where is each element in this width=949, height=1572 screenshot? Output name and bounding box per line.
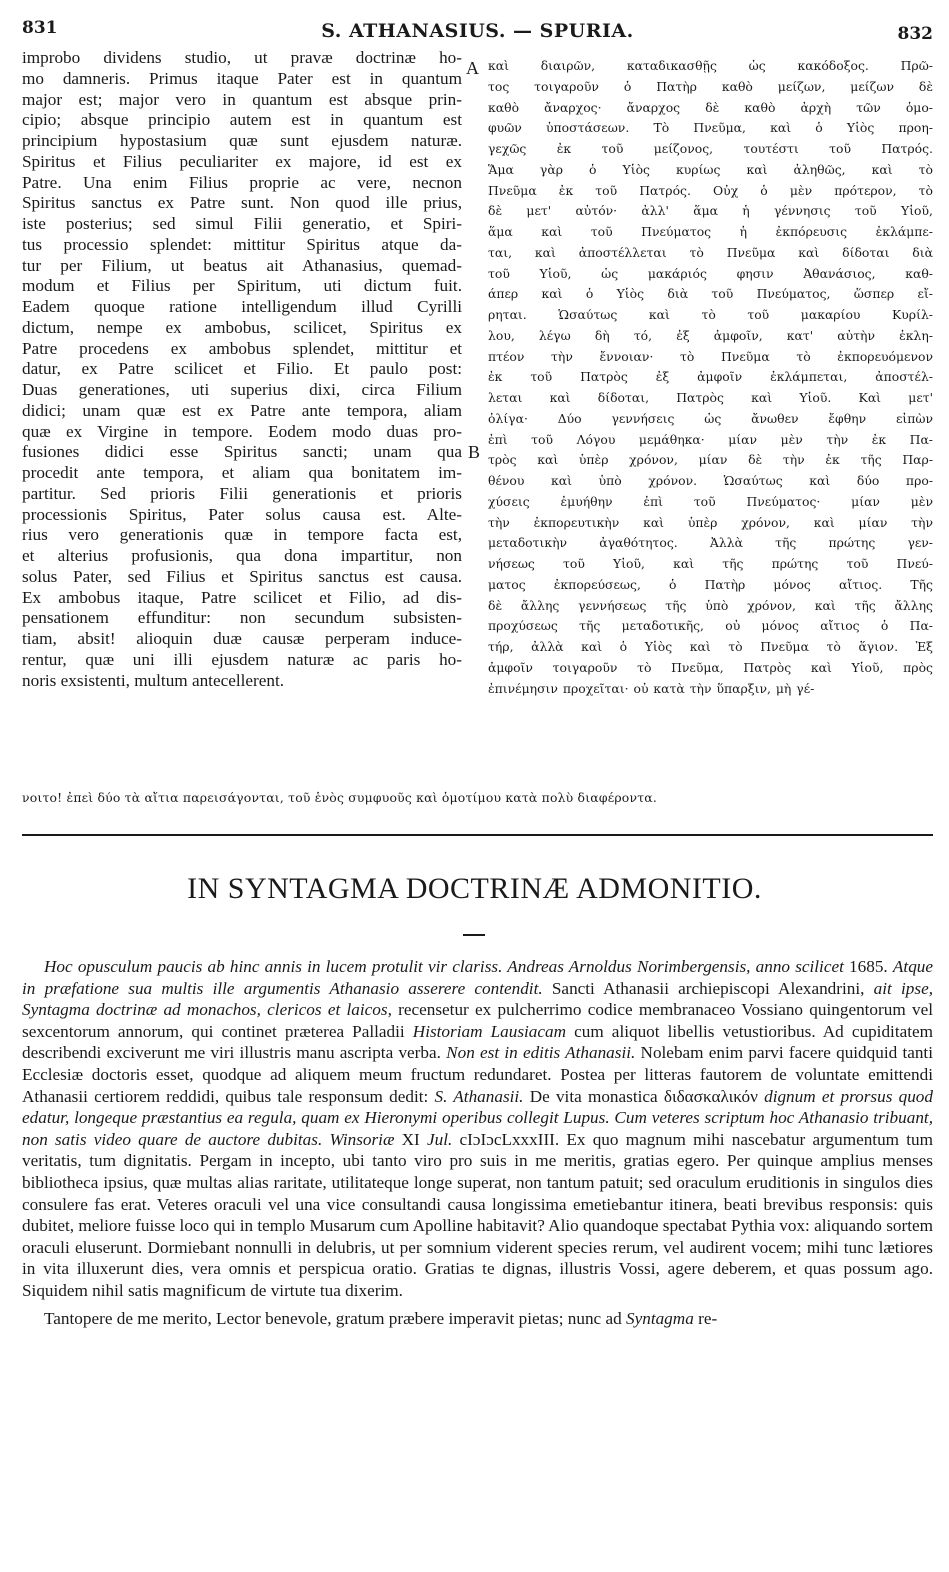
greek_lines-line: τος τοιγαροῦν ὁ Πατὴρ καθὸ μείζων, μείζων δὲ bbox=[488, 78, 933, 94]
greek_lines-line: ται, καὶ ἀποστέλλεται τὸ Πνεῦμα καὶ δίδοται διὰ bbox=[488, 244, 933, 260]
latin_lines-line: pensationem effunditur: non secundum subsisten- bbox=[22, 608, 462, 628]
greek_lines-line: ἅμα καὶ τοῦ Πνεύματος ἡ ἐκπόρευσις ἐκλάμπε- bbox=[488, 224, 933, 239]
admonitio-text-run: recensetur ex pulcherrimo codice membranaceo Vossiano quingentorum vel sexcentorum annorum, qui continet præterea Palladii bbox=[22, 1000, 933, 1041]
latin_lines-line: mo damneris. Primus itaque Pater est in quantum bbox=[22, 68, 462, 88]
latin_lines-line: Patre. Una enim Filius proprie ac vere, necnon bbox=[22, 172, 462, 192]
latin_lines-line: modum et Filius per Spiritum, uti dictum fuit. bbox=[22, 276, 462, 296]
greek_lines-line: Ἅμα γὰρ ὁ Υἱὸς κυρίως καὶ ἀληθῶς, καὶ τὸ bbox=[488, 161, 933, 177]
latin_lines-line: datur, ex Patre scilicet et Filio. Et paulo post: bbox=[22, 359, 462, 379]
title-underline bbox=[463, 934, 485, 936]
greek_lines-line: Πνεῦμα ἐκ τοῦ Πατρός. Οὐχ ὁ μὲν πρότερον, τὸ bbox=[488, 182, 933, 198]
latin_lines-line: Eadem quoque ratione intelligendum illud Cyrilli bbox=[22, 297, 462, 316]
greek_lines-line: προχύσεως τῆς μεταδοτικῆς, οὐ μόνος αἴτιος ὁ Πα- bbox=[488, 618, 933, 634]
latin_lines-line: fusiones didici esse Spiritus sancti; unam qua bbox=[22, 442, 462, 462]
greek_lines-line: ὀλίγα· Δύο γεννήσεις ὡς ἄνωθεν ἔφθην εἰπὼν bbox=[488, 410, 933, 426]
section-divider bbox=[22, 834, 933, 836]
greek_lines-line: τρὸς καὶ ὑπὲρ χρόνον, μίαν δὲ τὴν ἐκ τῆς Παρ- bbox=[488, 452, 933, 468]
admonitio-paragraph-1 bbox=[22, 956, 933, 1302]
section-title: IN SYNTAGMA DOCTRINÆ ADMONITIO. bbox=[187, 872, 762, 905]
admonitio-text-run: 1685. bbox=[843, 957, 893, 976]
latin_lines-line: rius vero generationis quæ in tempore facta est, bbox=[22, 525, 462, 545]
margin-letter-a: A bbox=[466, 58, 479, 78]
latin_lines-line: iste posterius; sed simul Filii generatio, et Spiri- bbox=[22, 214, 462, 233]
page-number-right: 832 bbox=[897, 24, 933, 44]
latin_lines-line: principium hypostasium quæ sunt ejusdem naturæ. bbox=[22, 131, 462, 150]
margin-letter-b: B bbox=[468, 442, 481, 462]
greek_lines-line: νήσεως τοῦ Υἱοῦ, καὶ τῆς πρώτης τοῦ Πνεύ- bbox=[488, 556, 933, 571]
admonitio-text-run: S. Athanasii. bbox=[434, 1086, 524, 1106]
greek-continuation-line: νοιτο! ἐπεὶ δύο τὰ αἴτια παρεισάγονται, τοῦ ἑνὸς συμφυοῦς καὶ ὁμοτίμου κατὰ πολὺ διαφέροντα. bbox=[22, 790, 657, 805]
latin_lines-line: Patre procedens ex ambobus splendet, mittitur et bbox=[22, 338, 462, 358]
running-title: S. ATHANASIUS. — SPURIA. bbox=[321, 20, 634, 42]
admonitio-text-run: Syntagma bbox=[626, 1308, 694, 1328]
latin_lines-line: tur per Filium, ut beatus ait Athanasius, quemad- bbox=[22, 255, 462, 275]
admonitio-text-run: cIɔIɔcLxxxIII. Ex quo magnum mihi nascebatur argumentum tum veritatis, tum dignitatis. Pergam in incepto, ubi tanto viro pro suis in me meritis, gratias egero. Per quinque amplius menses bibliotheca ipsius, quæ multas alias raritate, utilitateque longe superat, non tantum patuit; sed oraculum eruditionis in singulos dies consulere fas erat. Veteres oraculi vel una vice consultandi causa longissima emetiebantur itinera, beati brevibus responsis: quis dubitet, meliore fuisse loco qui in templo Musarum cum Apolline habitavit? Alio quandoque spectabat Pythia vox: aliquando sortem oraculi eluserunt. Dormiebant nonnulli in delubris, ut per somnium viderent species rerum, vel audirent vocem; mihi tunc lætiores in vita illuxerunt dies, vera omnis et perspicua oratio. Gratias te dignas, illustris Vossi, agere deberem, et quas possum ago. Siquidem nihil satis magnificum de virtute tua dixerim. bbox=[22, 1129, 933, 1300]
greek_lines-line: χύσεις ἐμυήθην ἐπὶ τοῦ Πνεύματος· μίαν μὲν bbox=[488, 493, 933, 509]
admonitio-text-run: Non est in editis Athanasii. bbox=[446, 1043, 636, 1063]
admonitio-text-run: dignum et prorsus quod edatur, longeque præstantius ea regula, quam ex Hieronymi operibus collegit Lupus. Cum veteres scriptum hoc Athanasio tribuant, non satis video quare de auctore dubitas. Winsoriæ bbox=[22, 1086, 933, 1149]
latin-column bbox=[22, 48, 462, 691]
greek_lines-line: λεται καὶ δίδοται, Πατρὸς καὶ Υἱοῦ. Καὶ μετ' bbox=[488, 390, 933, 405]
admonitio-body bbox=[22, 956, 933, 1329]
latin_lines-line: dictum, nempe ex ambobus, scilicet, Spiritus ex bbox=[22, 317, 462, 337]
admonitio-text-run: De vita monastica bbox=[523, 1086, 664, 1106]
latin_lines-line: improbo dividens studio, ut pravæ doctrinæ ho- bbox=[22, 48, 462, 67]
admonitio-text-run: cum aliquot libellis vetustioribus. Ad cupiditatem describendi exciverunt me viri illustris manu ascripta verba. bbox=[22, 1021, 933, 1063]
admonitio-paragraph-2 bbox=[22, 1308, 933, 1330]
greek_lines-line: θένου καὶ ὑπὸ χρόνον. Ὡσαύτως καὶ δύο προ- bbox=[488, 473, 933, 488]
greek_lines-line: λου, λέγω δὴ τό, ἐξ ἀμφοῖν, κατ' αὐτὴν ἐκλη- bbox=[488, 327, 933, 343]
latin_lines-line: tus processio splendet: mittitur Spiritus atque da- bbox=[22, 234, 462, 254]
latin_lines-line: major est; major vero in quantum est absque prin- bbox=[22, 89, 462, 109]
greek_lines-line: δὲ ἄλλης γεννήσεως τῆς ὑπὸ χρόνον, καὶ τῆς ἄλλης bbox=[488, 597, 933, 613]
latin_lines-line: cipio; absque principio autem est in quantum est bbox=[22, 110, 462, 130]
greek-column bbox=[488, 56, 933, 699]
latin_lines-line: tiam, absit! alioquin duæ causæ perperam induce- bbox=[22, 629, 462, 648]
greek_lines-line: τοῦ Υἱοῦ, ὡς μακάριός φησιν Ἀθανάσιος, καθ- bbox=[488, 265, 933, 281]
greek_lines-line: ρηται. Ὡσαύτως καὶ τὸ τοῦ μακαρίου Κυρίλ- bbox=[488, 307, 933, 322]
admonitio-text-run: Sancti Athanasii archiepiscopi Alexandrini, bbox=[542, 978, 874, 998]
greek_lines-line: ἐκ τοῦ Πατρὸς ἐξ ἀμφοῖν ἐκλάμπεται, ἀποστέλ- bbox=[488, 369, 933, 385]
admonitio-text-run: XI bbox=[394, 1129, 427, 1149]
greek_lines-line: καὶ διαιρῶν, καταδικασθῇς ὡς κακόδοξος. Πρῶ- bbox=[488, 58, 933, 73]
admonitio-text-run: re- bbox=[693, 1308, 718, 1328]
admonitio-text-run: Tantopere de me merito, Lector benevole, gratum præbere imperavit pietas; nunc ad bbox=[44, 1308, 626, 1328]
latin_lines-line: procedit ante tempora, et aliam qua bonitatem im- bbox=[22, 463, 462, 482]
admonitio-text-run: Hoc opusculum paucis ab hinc annis in lucem protulit vir clariss. Andreas Arnoldus Norimbergensis, anno scilicet bbox=[44, 957, 844, 976]
latin_lines-line: partitur. Sed prioris Filii generationis et prioris bbox=[22, 483, 462, 503]
greek_lines-line: δὲ μετ' αὐτόν· ἀλλ' ἅμα ἡ γέννησις τοῦ Υἱοῦ, bbox=[488, 203, 933, 219]
page-number-left: 831 bbox=[22, 18, 58, 38]
admonitio-text-run: διδασκαλικόν bbox=[663, 1086, 758, 1106]
greek_lines-line: ἀμφοῖν τοιγαροῦν τὸ Πνεῦμα, Πατρὸς καὶ Υἱοῦ, πρὸς bbox=[488, 659, 933, 675]
latin_lines-line: rentur, quæ uni illi ejusdem naturæ ac paris ho- bbox=[22, 649, 462, 669]
admonitio-text-run: Historiam Lausiacam bbox=[412, 1021, 567, 1041]
page-header bbox=[22, 18, 933, 48]
greek_lines-line: πτέον τὴν ἔννοιαν· τὸ Πνεῦμα τὸ ἐκπορευόμενον bbox=[488, 348, 933, 364]
latin_lines-line: noris exsistenti, multum antecellerent. bbox=[22, 670, 285, 690]
greek_lines-line: ἐπὶ τοῦ Λόγου μεμάθηκα· μίαν μὲν τὴν ἐκ Πα- bbox=[488, 431, 933, 447]
latin_lines-line: didici; unam quæ est ex Patre ante tempora, aliam bbox=[22, 400, 462, 420]
latin_lines-line: Spiritus et Filius peculiariter ex majore, id est ex bbox=[22, 151, 462, 171]
latin_lines-line: Duas generationes, uti superius dixi, circa Filium bbox=[22, 380, 462, 399]
greek_lines-line: γεχῶς ἐκ τοῦ μείζονος, τουτέστι τοῦ Πατρός. bbox=[488, 141, 933, 156]
latin_lines-line: solus Pater, sed Filius et Spiritus sanctus est causa. bbox=[22, 566, 462, 586]
greek_lines-line: τήρ, ἀλλὰ καὶ ὁ Υἱὸς καὶ τὸ Πνεῦμα τὸ ἅγιον. Ἐξ bbox=[488, 639, 933, 654]
greek_lines-line: τὴν ἐκπορευτικὴν καὶ ὑπὲρ χρόνον, καὶ μίαν τὴν bbox=[488, 514, 933, 530]
greek_lines-line: άπερ καὶ ὁ Υἱὸς διὰ τοῦ Πνεύματος, ὥσπερ εἴ- bbox=[488, 286, 933, 302]
greek_lines-line: καθὸ ἄναρχος· ἄναρχος δὲ καθὸ ἀρχὴ τῶν ὁμο- bbox=[488, 99, 933, 115]
greek_lines-line: ἐπινέμησιν προχεῖται· οὐ κατὰ τὴν ὕπαρξιν, μὴ γέ- bbox=[488, 680, 815, 696]
greek_lines-line: μεταδοτικὴν ἀγαθότητος. Ἀλλὰ τῆς πρώτης γεν- bbox=[488, 535, 933, 551]
latin_lines-line: et alterius profusionis, qua dona impartitur, non bbox=[22, 546, 462, 565]
admonitio-text-run: Nolebam enim parvi facere quidquid tanti Ecclesiæ doctoris esset, quodque ad aliquem meum fructum redundaret. Postea per litteras fautorem de voluntate emittendi Athanasii certiorem reddidi, quibus tale responsum dedit: bbox=[22, 1043, 933, 1106]
admonitio-text-run: Atque in præfatione sua multis ille argumentis Athanasio asserere contendit. bbox=[22, 957, 934, 998]
latin_lines-line: processionis Spiritus, Pater solus causa est. Alte- bbox=[22, 504, 462, 524]
admonitio-text-run: Jul. bbox=[426, 1129, 453, 1149]
latin_lines-line: quæ ex Virgine in tempore. Eodem modo duas pro- bbox=[22, 421, 462, 441]
greek_lines-line: ματος ἐκπορεύσεως, ὁ Πατὴρ μόνος αἴτιος. Τῆς bbox=[488, 576, 933, 592]
admonitio-text-run: ait ipse, Syntagma doctrinæ ad monachos, clericos et laicos, bbox=[22, 978, 933, 1020]
latin_lines-line: Spiritus sanctus ex Patre sunt. Non quod ille prius, bbox=[22, 193, 462, 213]
latin_lines-line: Ex ambobus itaque, Patre scilicet et Filio, ad dis- bbox=[22, 587, 462, 607]
greek_lines-line: φυῶν ὑποστάσεων. Τὸ Πνεῦμα, καὶ ὁ Υἱὸς προη- bbox=[488, 120, 933, 136]
